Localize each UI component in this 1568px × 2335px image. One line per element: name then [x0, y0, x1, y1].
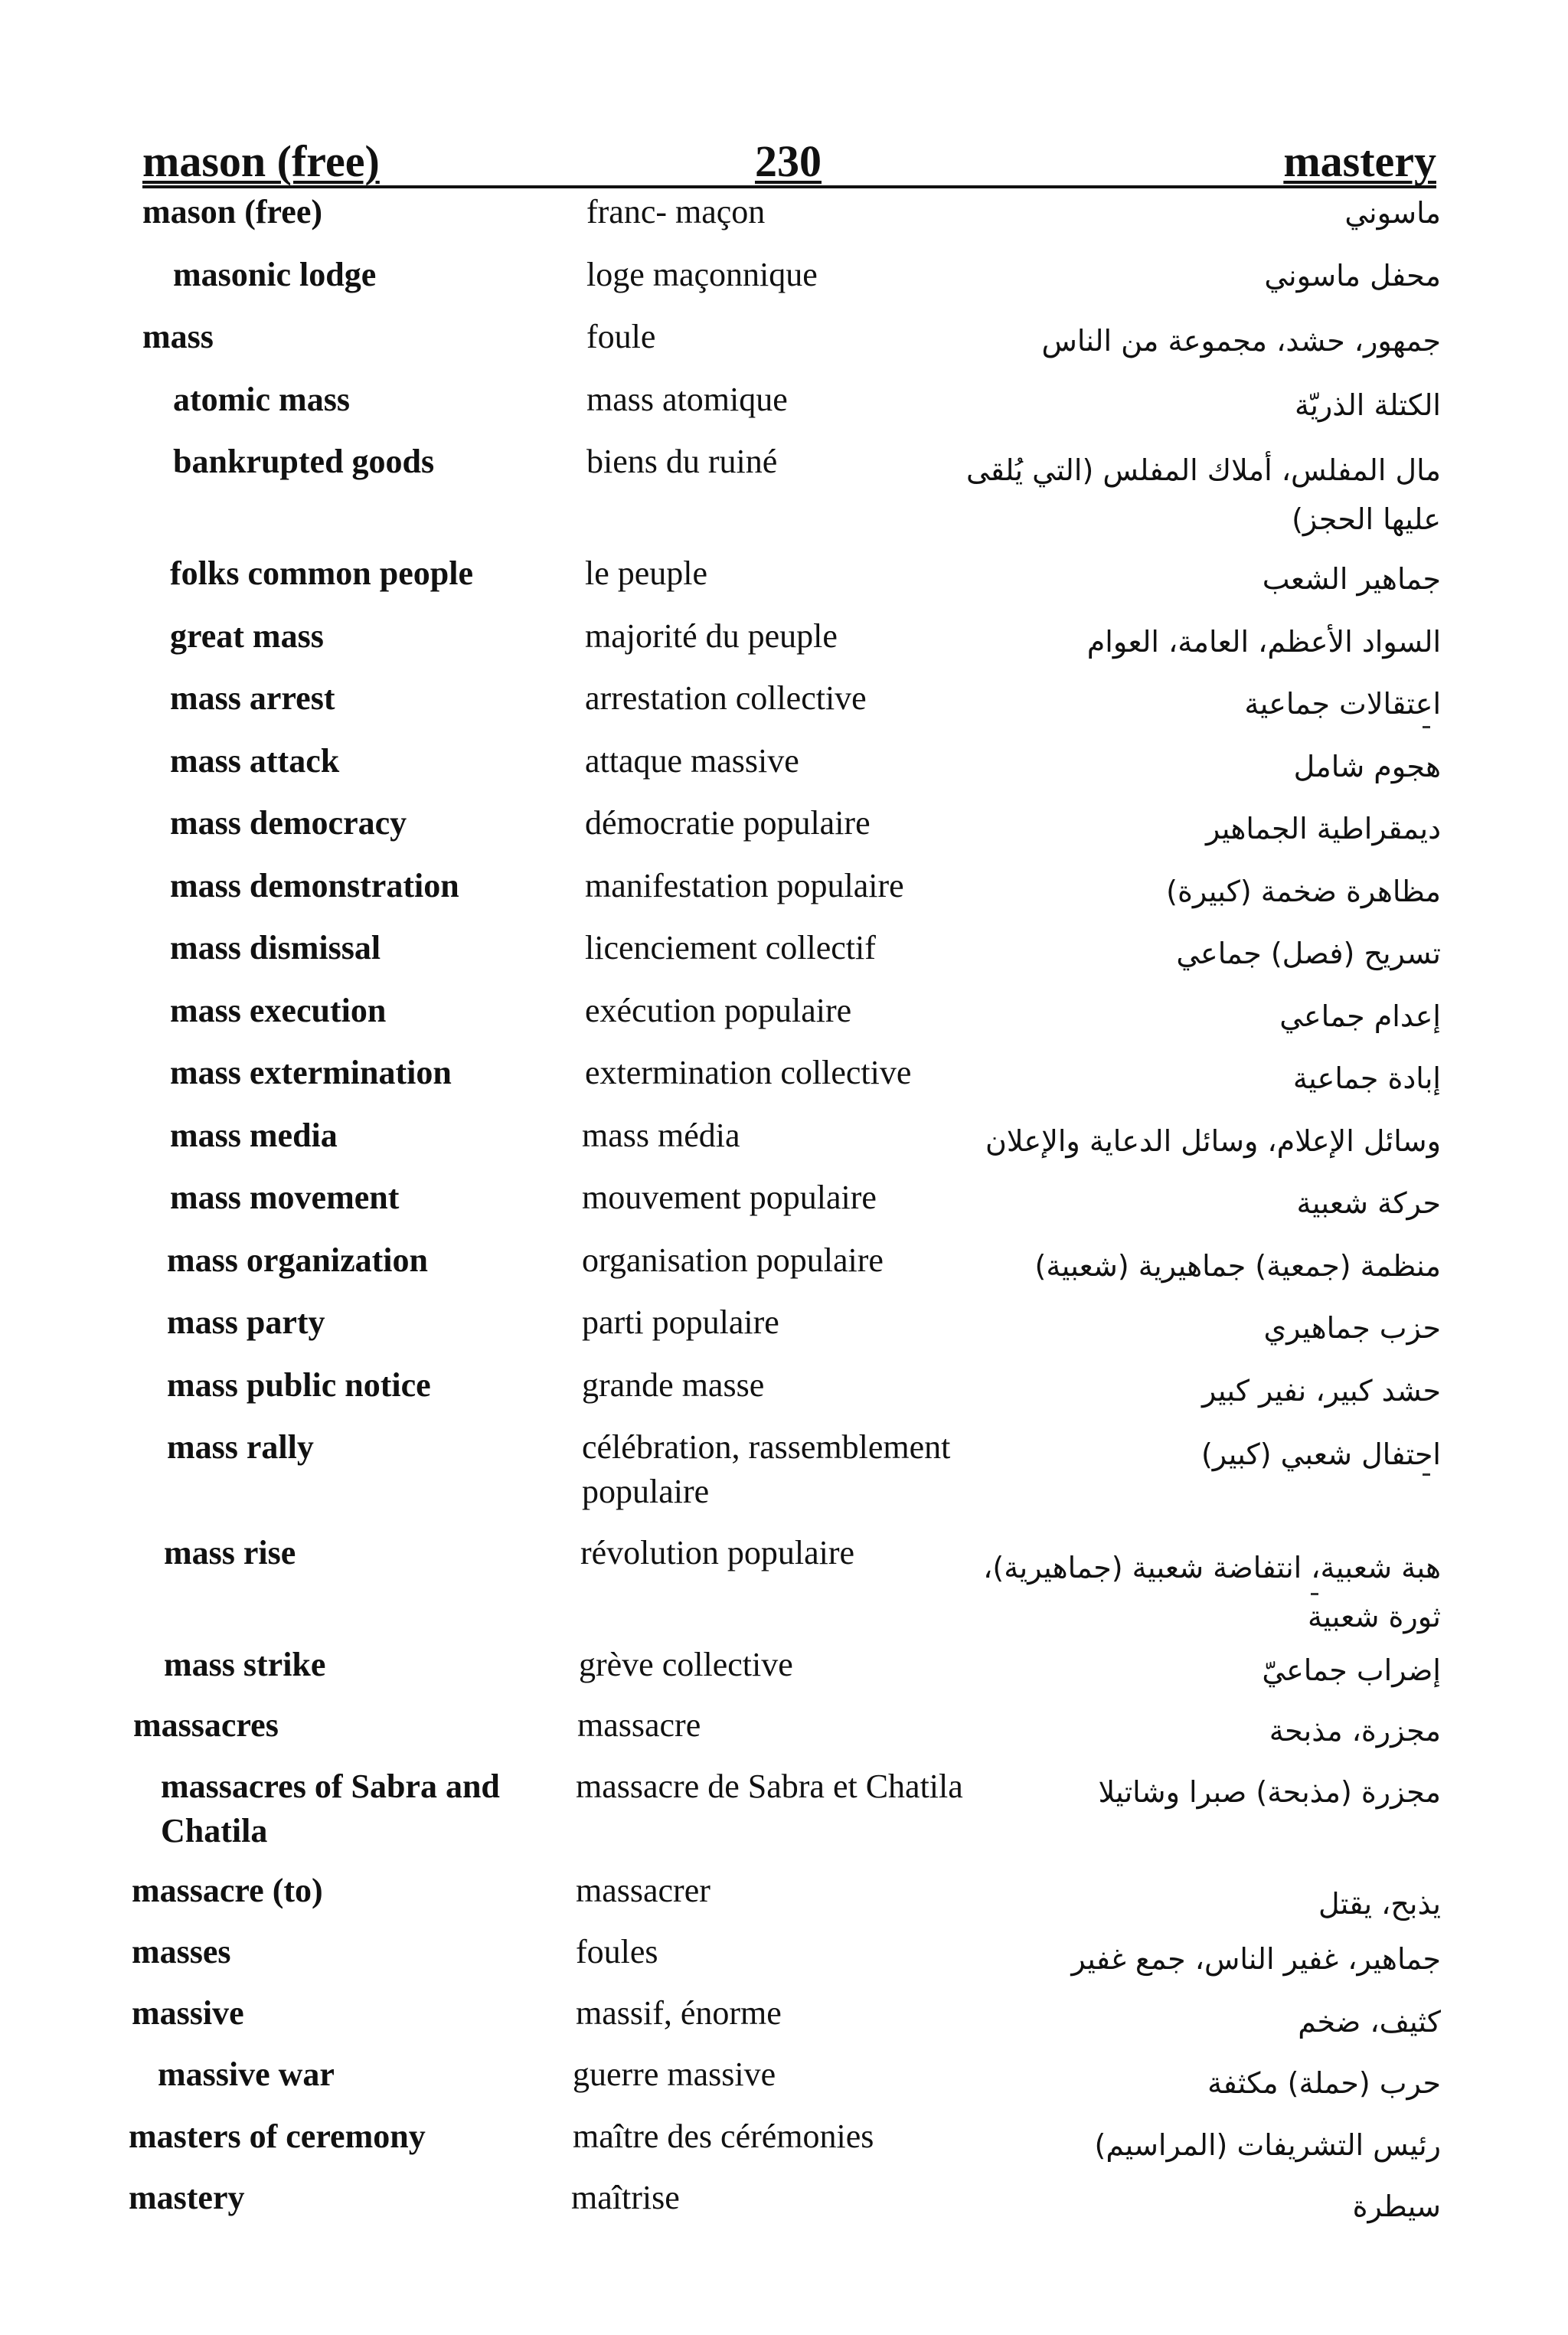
entry-french: licenciement collectif [585, 929, 876, 966]
entry-english: massacres [133, 1706, 279, 1744]
entry-english: mass organization [167, 1241, 428, 1279]
entry-french: massif, énorme [576, 1994, 782, 2032]
entry-french: manifestation populaire [585, 867, 904, 904]
entry-french: mouvement populaire [582, 1179, 877, 1216]
entry-arabic: سيطرة [1352, 2189, 1441, 2223]
entry-arabic: اعتقالات جماعية [1244, 687, 1441, 721]
entry-arabic: ماسوني [1344, 196, 1441, 230]
entry-arabic: رئيس التشريفات (المراسيم) [1094, 2128, 1441, 2162]
entry-arabic: يذبح، يقتل [1318, 1887, 1441, 1921]
entry-english: mass rise [164, 1534, 296, 1571]
entry-french: massacre de Sabra et Chatila [576, 1768, 963, 1805]
page-number: 230 [755, 136, 822, 186]
entry-english: mass movement [170, 1179, 400, 1216]
entry-arabic: جماهير الشعب [1262, 562, 1441, 596]
entry-arabic: حركة شعبية [1296, 1186, 1441, 1220]
entry-english: atomic mass [173, 381, 350, 418]
entry-english: masonic lodge [173, 256, 377, 293]
entry-french: extermination collective [585, 1054, 912, 1091]
entry-arabic: الكتلة الذريّة [1294, 388, 1441, 422]
entry-english: mastery [129, 2179, 245, 2216]
entry-english: mass [142, 318, 214, 355]
entry-arabic: هجوم شامل [1293, 750, 1441, 783]
entry-arabic: إضراب جماعيّ [1262, 1653, 1441, 1687]
entry-french: franc- maçon [586, 193, 766, 231]
entry-english: massacres of Sabra and Chatila [161, 1768, 500, 1849]
entry-arabic: حزب جماهيري [1263, 1311, 1441, 1345]
entry-english: mass democracy [170, 804, 407, 842]
entry-french: grande masse [582, 1366, 765, 1404]
entry-english: folks common people [170, 554, 473, 592]
entry-french: mass média [582, 1117, 740, 1154]
entry-english: great mass [170, 617, 324, 655]
entry-arabic: تسريح (فصل) جماعي [1176, 937, 1441, 970]
scan-mark [1423, 726, 1430, 728]
entry-arabic: كثيف، ضخم [1298, 2005, 1441, 2039]
entry-english: massacre (to) [132, 1872, 323, 1909]
entry-english: mass party [167, 1303, 325, 1341]
entry-english: bankrupted goods [173, 443, 435, 480]
entry-arabic: محفل ماسوني [1264, 259, 1441, 293]
entry-french: majorité du peuple [585, 617, 838, 655]
entry-english: mass dismissal [170, 929, 381, 966]
entry-arabic: حرب (حملة) مكثفة [1207, 2066, 1441, 2100]
entry-french: foule [586, 318, 656, 355]
entry-french: massacrer [576, 1872, 710, 1909]
entry-english: mass arrest [170, 679, 335, 717]
header-last-term: mastery [1283, 136, 1436, 186]
scan-mark [1311, 1593, 1318, 1595]
entry-french: arrestation collective [585, 679, 867, 717]
entry-arabic: مال المفلس، أملاك المفلس (التي يُلقى عليها الحجز) [966, 453, 1441, 536]
entry-arabic: مجزرة (مذبحة) صبرا وشاتيلا [1098, 1775, 1441, 1809]
scan-mark [1423, 1473, 1430, 1476]
entry-french: guerre massive [573, 2055, 776, 2093]
entry-french: biens du ruiné [586, 443, 778, 480]
entry-french: attaque massive [585, 742, 799, 780]
entry-arabic: مجزرة، مذبحة [1269, 1714, 1441, 1748]
entry-arabic: هبة شعبية، انتفاضة شعبية (جماهيرية)، ثورة شعبية [983, 1551, 1441, 1634]
entry-french: maîtrise [571, 2179, 680, 2216]
entry-french: massacre [577, 1706, 701, 1744]
entry-arabic: منظمة (جمعية) جماهيرية (شعبية) [1034, 1249, 1441, 1283]
entry-french: maître des cérémonies [573, 2118, 874, 2155]
entry-french: grève collective [579, 1646, 793, 1683]
header-first-term: mason (free) [142, 136, 380, 186]
entry-arabic: حشد كبير، نفير كبير [1201, 1374, 1441, 1408]
entry-english: mass extermination [170, 1054, 452, 1091]
entry-french: exécution populaire [585, 992, 852, 1029]
entry-french: le peuple [585, 554, 708, 592]
entry-english: massive [132, 1994, 244, 2032]
entry-english: mass media [170, 1117, 338, 1154]
entry-french: organisation populaire [582, 1241, 884, 1279]
entry-french: parti populaire [582, 1303, 779, 1341]
entry-french: révolution populaire [580, 1534, 855, 1571]
entry-english: mass attack [170, 742, 340, 780]
entry-arabic: جمهور، حشد، مجموعة من الناس [1041, 324, 1441, 358]
entry-english: massive war [158, 2055, 335, 2093]
entry-french: foules [576, 1933, 658, 1970]
entry-arabic: جماهير، غفير الناس، جمع غفير [1071, 1942, 1441, 1976]
entry-english: mass rally [167, 1428, 314, 1466]
entry-english: masters of ceremony [129, 2118, 426, 2155]
entry-french: loge maçonnique [586, 256, 818, 293]
entry-english: mason (free) [142, 193, 322, 231]
entry-english: masses [132, 1933, 231, 1970]
entry-english: mass demonstration [170, 867, 459, 904]
entry-arabic: إعدام جماعي [1279, 999, 1441, 1033]
entry-arabic: وسائل الإعلام، وسائل الدعاية والإعلان [985, 1124, 1441, 1158]
entry-english: mass public notice [167, 1366, 431, 1404]
entry-arabic: ديمقراطية الجماهير [1205, 812, 1441, 845]
entry-arabic: إبادة جماعية [1292, 1061, 1441, 1095]
entry-arabic: احتفال شعبي (كبير) [1200, 1437, 1441, 1471]
entry-arabic: مظاهرة ضخمة (كبيرة) [1166, 875, 1441, 908]
entry-french: mass atomique [586, 381, 788, 418]
entry-english: mass execution [170, 992, 387, 1029]
entry-french: démocratie populaire [585, 804, 871, 842]
entry-french: célébration, rassemblement populaire [582, 1428, 951, 1510]
entry-english: mass strike [164, 1646, 326, 1683]
entry-arabic: السواد الأعظم، العامة، العوام [1086, 625, 1441, 659]
